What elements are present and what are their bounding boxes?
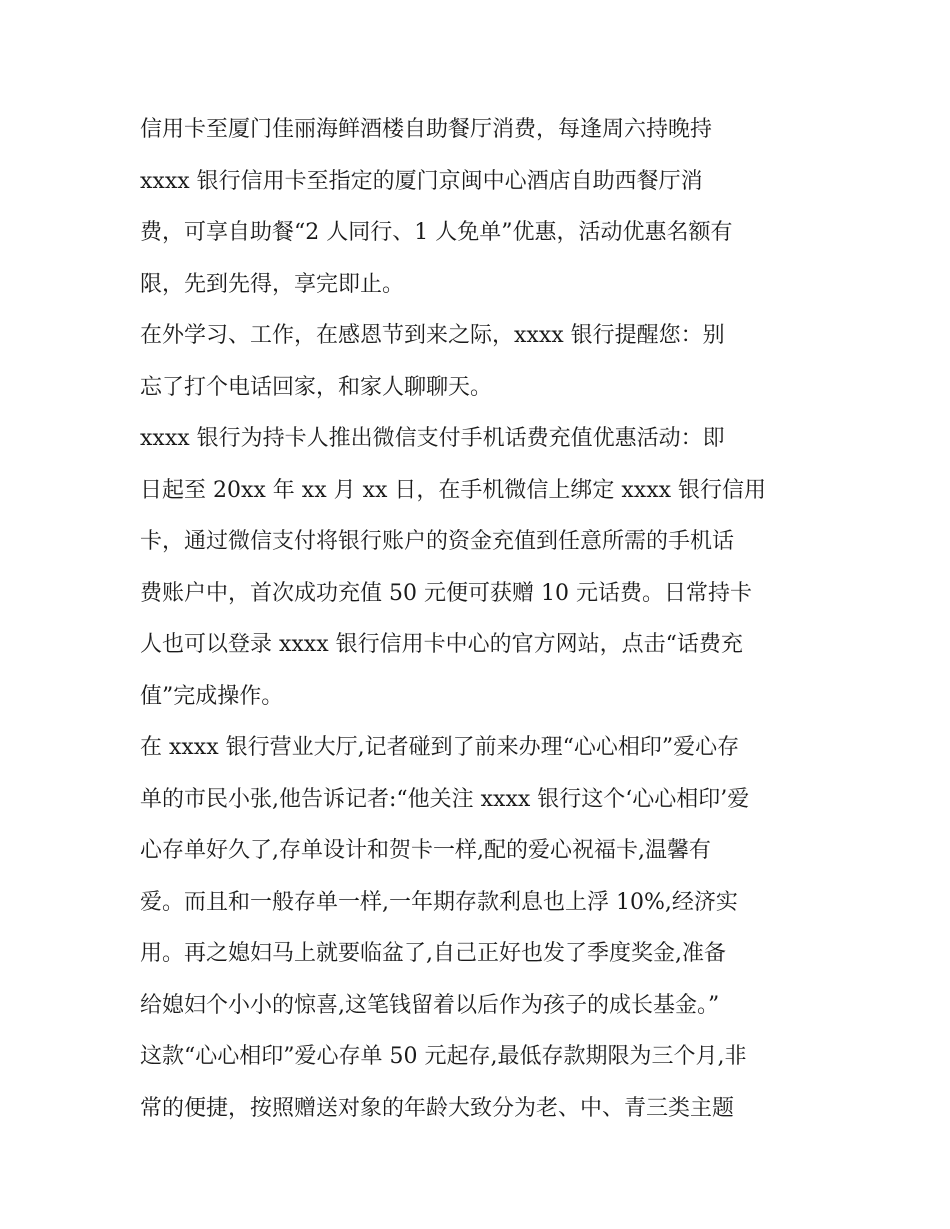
text-line: 给媳妇个小小的惊喜,这笔钱留着以后作为孩子的成长基金。” <box>140 992 720 1018</box>
text-line: 这款“心心相印”爱心存单 50 元起存,最低存款期限为三个月,非 <box>140 1044 747 1069</box>
text-line: 爱。而且和一般存单一样,一年期存款利息也上浮 10%,经济实 <box>140 889 738 915</box>
text-line: xxxx 银行信用卡至指定的厦门京闽中心酒店自助西餐厅消 <box>140 168 703 194</box>
text-line: 在外学习、工作，在感恩节到来之际，xxxx 银行提醒您：别 <box>140 323 725 348</box>
text-line: 卡，通过微信支付将银行账户的资金充值到任意所需的手机话 <box>140 529 735 554</box>
text-line: 忘了打个电话回家，和家人聊聊天。 <box>140 374 493 400</box>
text-line: 人也可以登录 xxxx 银行信用卡中心的官方网站，点击“话费充 <box>140 632 743 657</box>
text-line: 常的便捷，按照赠送对象的年龄大致分为老、中、青三类主题 <box>140 1095 735 1121</box>
text-line: 用。再之媳妇马上就要临盆了,自己正好也发了季度奖金,准备 <box>140 941 726 966</box>
text-line: 信用卡至厦门佳丽海鲜酒楼自助餐厅消费，每逢周六持晚持 <box>140 117 713 142</box>
text-line: 单的市民小张,他告诉记者:“他关注 xxxx 银行这个‘心心相印’爱 <box>140 786 750 812</box>
text-line: 费，可享自助餐“2 人同行、1 人免单”优惠，活动优惠名额有 <box>140 220 733 245</box>
text-line: 限，先到先得，享完即止。 <box>140 271 405 297</box>
text-line: 心存单好久了,存单设计和贺卡一样,配的爱心祝福卡,温馨有 <box>140 838 711 863</box>
text-line: 在 xxxx 银行营业大厅,记者碰到了前来办理“心心相印”爱心存 <box>140 735 740 760</box>
text-line: 费账户中，首次成功充值 50 元便可获赠 10 元话费。日常持卡 <box>140 580 752 606</box>
text-line: 日起至 20xx 年 xx 月 xx 日，在手机微信上绑定 xxxx 银行信用 <box>140 477 767 503</box>
text-line: xxxx 银行为持卡人推出微信支付手机话费充值优惠活动：即 <box>140 426 725 451</box>
body-text <box>140 108 820 1138</box>
text-line: 值”完成操作。 <box>140 683 284 709</box>
